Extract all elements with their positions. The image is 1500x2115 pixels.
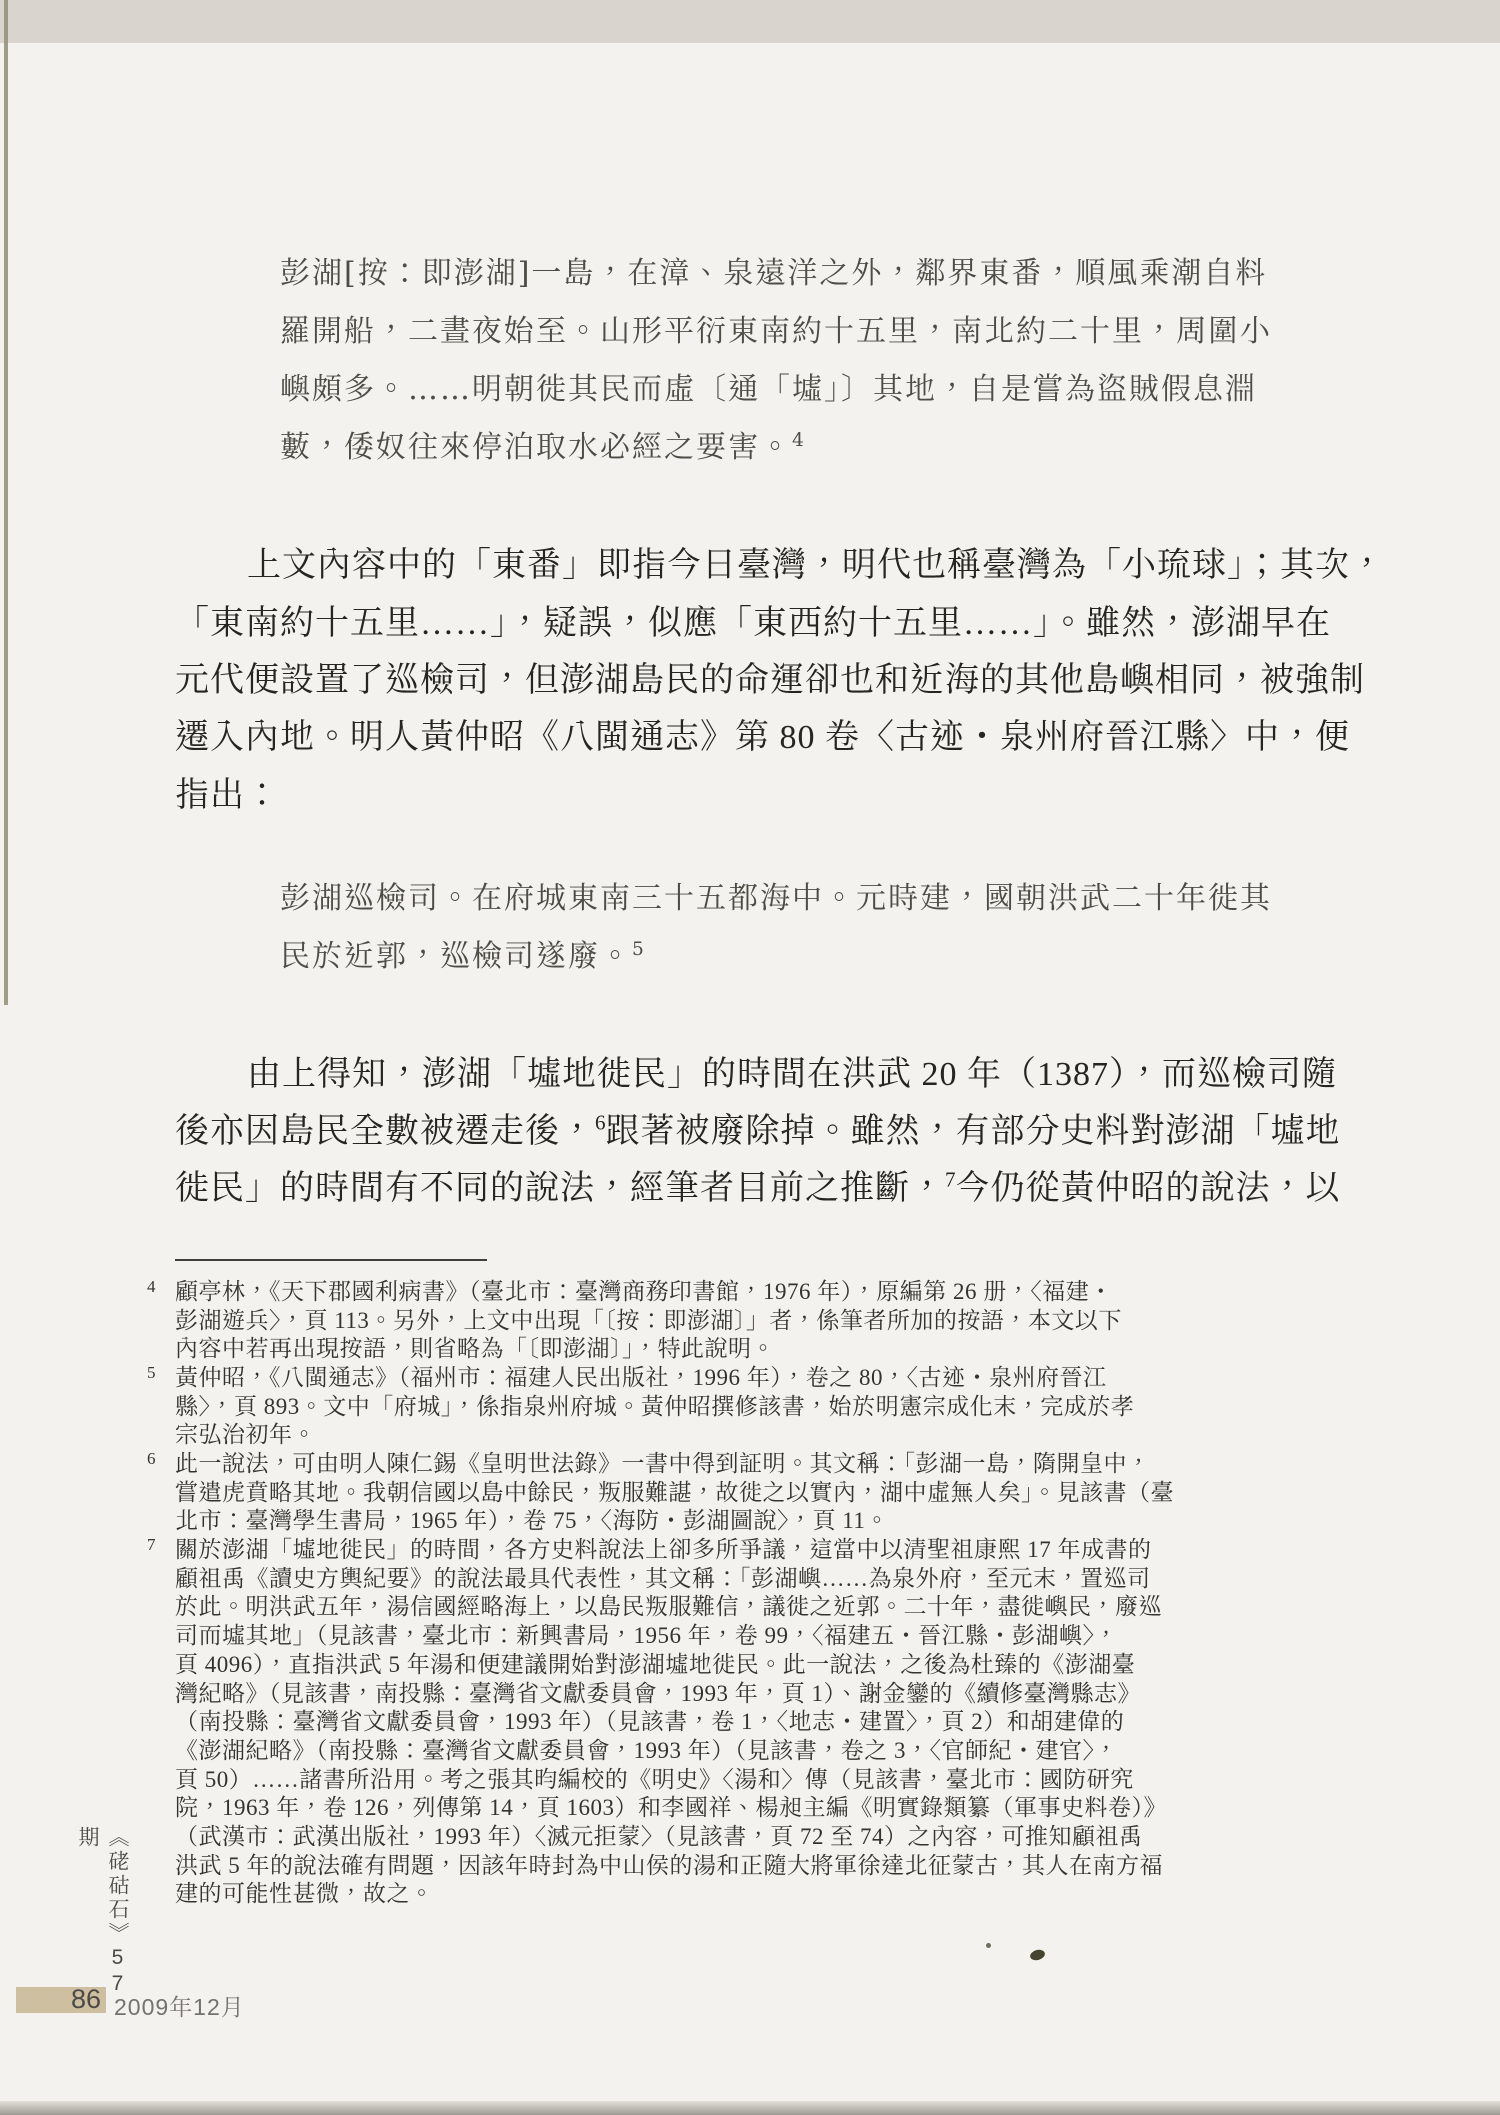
quote2-line bbox=[280, 873, 1272, 917]
ink-speck bbox=[1029, 1948, 1046, 1962]
paragraph2-line bbox=[175, 1103, 1341, 1152]
paragraph2-line-text: 由上得知，澎湖「墟地徙民」的時間在洪武 20 年（1387），而巡檢司隨 bbox=[247, 1056, 1337, 1093]
footnote-7 bbox=[147, 1535, 1345, 1909]
footnote-line: 洪武 5 年的說法確有問題，因該年時封為中山侯的湯和正隨大將軍徐達北征蒙古，其人在南方福 bbox=[175, 1852, 1163, 1878]
quote2-line-text: 彭湖巡檢司。在府城東南三十五都海中。元時建，國朝洪武二十年徙其 bbox=[280, 881, 1272, 916]
footnote-line: 《澎湖紀略》（南投縣：臺灣省文獻委員會，1993 年）（見該書，卷之 3，〈官師紀・建官〉， bbox=[175, 1737, 1118, 1763]
footnote-line: 灣紀略》（見該書，南投縣：臺灣省文獻委員會，1993 年，頁 1）、謝金鑾的《續修臺灣縣志》 bbox=[175, 1680, 1141, 1706]
footnote-line: 宗弘治初年。 bbox=[175, 1422, 316, 1448]
quote1-line-text: 羅開船，二晝夜始至。山形平衍東南約十五里，南北約二十里，周圍小 bbox=[280, 314, 1272, 349]
journal-title-vertical bbox=[72, 1826, 132, 2001]
footnote-number: 6 bbox=[147, 1449, 156, 1468]
quote2-line-text: 民於近郭，巡檢司遂廢。 bbox=[280, 939, 632, 974]
footnote-4 bbox=[147, 1277, 1345, 1364]
footnote-ref-4: 4 bbox=[792, 430, 804, 451]
quote1-line-text: 彭湖[按：即澎湖]一島，在漳、泉遠洋之外，鄰界東番，順風乘潮自料 bbox=[280, 256, 1268, 291]
footnote-5 bbox=[147, 1363, 1345, 1450]
paragraph1-line-text: 元代便設置了巡檢司，但澎湖島民的命運卻也和近海的其他島嶼相同，被強制 bbox=[175, 662, 1365, 699]
paragraph2-line bbox=[175, 1046, 1337, 1095]
journal-issue-unit: 期 bbox=[76, 1826, 99, 1850]
footnote-number: 5 bbox=[147, 1363, 156, 1382]
quote1-line-text: 藪，倭奴往來停泊取水必經之要害。 bbox=[280, 430, 792, 465]
paragraph2-line-text: 跟著被廢除掉。雖然，有部分史料對澎湖「墟地 bbox=[605, 1113, 1341, 1150]
footnote-line: （南投縣：臺灣省文獻委員會，1993 年）（見該書，卷 1，〈地志・建置〉，頁 2）和胡建偉的 bbox=[175, 1709, 1125, 1735]
paragraph2-line bbox=[175, 1160, 1341, 1209]
footnote-line: 嘗遣虎賁略其地。我朝信國以島中餘民，叛服難諶，故徙之以實內，湖中虛無人矣」。見該書（臺 bbox=[175, 1479, 1174, 1505]
paragraph1-line bbox=[175, 767, 280, 816]
footnote-6 bbox=[147, 1449, 1345, 1536]
footnote-line: 此一說法，可由明人陳仁錫《皇明世法錄》一書中得到証明。其文稱：「彭湖一島，隋開皇中， bbox=[175, 1451, 1151, 1476]
paragraph1-line-text: 上文內容中的「東番」即指今日臺灣，明代也稱臺灣為「小琉球」；其次， bbox=[247, 547, 1385, 584]
page-number: 86 bbox=[70, 1984, 101, 2014]
footnote-line: 北市：臺灣學生書局，1965 年），卷 75，〈海防・彭湖圖說〉，頁 11。 bbox=[175, 1508, 889, 1534]
footnote-line: 司而墟其地」（見該書，臺北市：新興書局，1956 年，卷 99，〈福建五・晉江縣・彭湖嶼〉， bbox=[175, 1623, 1118, 1649]
journal-issue-number: 57 bbox=[106, 1946, 129, 1998]
footnote-line: 頁 50）……諸書所沿用。考之張其昀編校的《明史》〈湯和〉傳（見該書，臺北市：國防研究 bbox=[175, 1766, 1134, 1792]
paragraph1-line-text: 遷入內地。明人黃仲昭《八閩通志》第 80 卷〈古迹・泉州府晉江縣〉中，便 bbox=[175, 719, 1350, 756]
footnote-ref-7: 7 bbox=[945, 1167, 956, 1192]
footnote-line: 黃仲昭，《八閩通志》（福州市：福建人民出版社，1996 年），卷之 80，〈古迹・泉州府晉江 bbox=[175, 1365, 1107, 1390]
left-margin-rule bbox=[4, 0, 8, 1005]
quote1-line bbox=[280, 364, 1257, 408]
footnote-line: 建的可能性甚微，故之。 bbox=[175, 1881, 434, 1907]
footnote-number: 7 bbox=[147, 1535, 156, 1554]
footnote-line: 頁 4096），直指洪武 5 年湯和便建議開始對澎湖墟地徙民。此一說法，之後為杜臻的《澎湖臺 bbox=[175, 1651, 1136, 1677]
quote1-line-text: 嶼頗多。……明朝徙其民而虛〔通「墟」〕其地，自是嘗為盜賊假息淵 bbox=[280, 372, 1257, 407]
footnote-line: 顧祖禹《讀史方輿紀要》的說法最具代表性，其文稱：「彭湖嶼……為泉外府，至元末，置巡司 bbox=[175, 1565, 1151, 1591]
paragraph2-line-text: 後亦因島民全數被遷走後， bbox=[175, 1113, 595, 1150]
quote2-line bbox=[280, 931, 644, 975]
issue-date: 2009年12月 bbox=[114, 1994, 245, 2020]
footnote-line: 院，1963 年，卷 126，列傳第 14，頁 1603）和李國祥、楊昶主編《明實錄類纂（軍事史料卷）》 bbox=[175, 1795, 1167, 1821]
paragraph2-line-text: 今仍從黃仲昭的說法，以 bbox=[955, 1170, 1341, 1207]
footnote-ref-5: 5 bbox=[632, 939, 644, 960]
page-bottom-scan-band bbox=[0, 2101, 1500, 2115]
footnote-line: （武漢市：武漢出版社，1993 年）〈滅元拒蒙〉（見該書，頁 72 至 74）之內容，可推知顧祖禹 bbox=[175, 1824, 1143, 1850]
footnote-line: 彭湖遊兵〉，頁 113。另外，上文中出現「〔按：即澎湖〕」者，係筆者所加的按語，本文以下 bbox=[175, 1307, 1122, 1333]
footnote-line: 顧亭林，《天下郡國利病書》（臺北市：臺灣商務印書館，1976 年），原編第 26 册，〈福建・ bbox=[175, 1279, 1113, 1304]
footnote-line: 關於澎湖「墟地徙民」的時間，各方史料說法上卻多所爭議，這當中以清聖祖康熙 17 年成書的 bbox=[175, 1537, 1152, 1562]
ink-speck bbox=[986, 1943, 991, 1948]
footnote-line: 縣〉，頁 893。文中「府城」，係指泉州府城。黃仲昭撰修該書，始於明憲宗成化末，完成於孝 bbox=[175, 1393, 1135, 1419]
paragraph1-line bbox=[175, 652, 1365, 701]
paragraph1-line bbox=[175, 537, 1385, 586]
footnote-ref-6: 6 bbox=[595, 1110, 606, 1135]
journal-title: 《硓𥑮石》 bbox=[106, 1826, 129, 1946]
footnote-number: 4 bbox=[147, 1277, 156, 1296]
paragraph1-line-text: 「東南約十五里……」，疑誤，似應「東西約十五里……」。雖然，澎湖早在 bbox=[175, 605, 1331, 642]
paragraph1-line bbox=[175, 595, 1331, 644]
page-number-highlight-bar bbox=[16, 1984, 106, 2014]
footnote-line: 內容中若再出現按語，則省略為「〔即澎湖〕」，特此說明。 bbox=[175, 1336, 775, 1362]
footnote-line: 於此。明洪武五年，湯信國經略海上，以島民叛服難信，議徙之近郭。二十年，盡徙嶼民，廢巡 bbox=[175, 1594, 1162, 1620]
quote1-line bbox=[280, 306, 1272, 350]
quote1-line bbox=[280, 422, 804, 466]
page-top-scan-band bbox=[0, 0, 1500, 43]
paragraph2-line-text: 徙民」的時間有不同的說法，經筆者目前之推斷， bbox=[175, 1170, 945, 1207]
paragraph1-line bbox=[175, 709, 1350, 758]
footnote-separator-rule bbox=[175, 1259, 487, 1261]
paragraph1-line-text: 指出： bbox=[175, 777, 280, 814]
quote1-line bbox=[280, 248, 1267, 292]
